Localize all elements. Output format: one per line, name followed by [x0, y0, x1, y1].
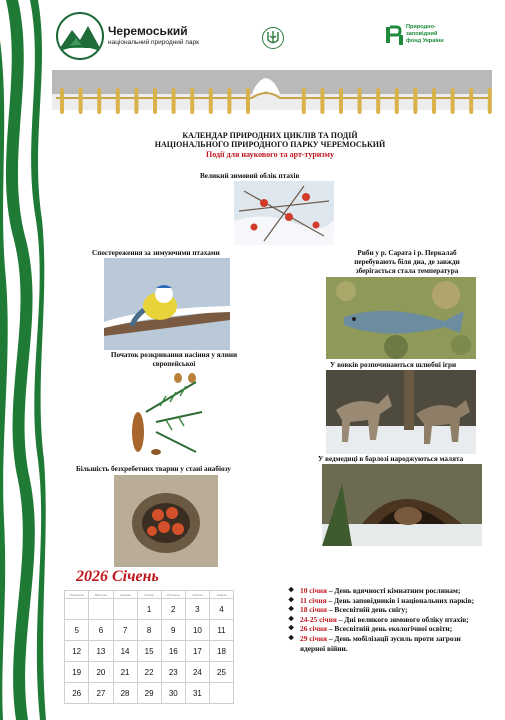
- photo-fish: [326, 277, 476, 359]
- trident-emblem-icon: [262, 26, 284, 50]
- calendar-day: 5: [65, 620, 89, 641]
- calendar-title: КАЛЕНДАР ПРИРОДНИХ ЦИКЛІВ ТА ПОДІЙ: [182, 131, 358, 140]
- caption-spruce: [94, 351, 254, 369]
- calendar-day: 24: [185, 662, 209, 683]
- caption-line: Початок розкривання насіння у ялини: [110, 351, 238, 359]
- calendar-binder: [52, 70, 492, 122]
- calendar-day: 29: [137, 683, 161, 704]
- binder-ring: [227, 88, 231, 114]
- binder-ring: [469, 88, 473, 114]
- caption-bird-census: Великий зимовий облік птахів: [200, 172, 300, 180]
- bullet-icon: ❖: [288, 595, 295, 604]
- weekday-header: Субота: [185, 591, 209, 599]
- binder-ring: [432, 88, 436, 114]
- weekday-header: Середа: [113, 591, 137, 599]
- fund-name-line: заповідний: [406, 31, 438, 37]
- calendar-day: 20: [89, 662, 113, 683]
- weekday-header: Вівторок: [89, 591, 113, 599]
- calendar-week: [65, 662, 234, 683]
- bullet-icon: ❖: [288, 633, 295, 642]
- photo-blue-tit: [104, 258, 230, 350]
- calendar-week: [65, 599, 234, 620]
- calendar-day: 11: [209, 620, 233, 641]
- caption-line: перебувають біля дна, де завжди: [354, 258, 460, 266]
- calendar-day: [89, 599, 113, 620]
- calendar-day: 7: [113, 620, 137, 641]
- events-list: [288, 586, 486, 653]
- decorative-stripes: [0, 0, 50, 720]
- calendar-day: 28: [113, 683, 137, 704]
- binder-ring: [320, 88, 324, 114]
- binder-ring: [172, 88, 176, 114]
- event-text: – Дні великого зимового обліку птахів;: [336, 614, 469, 624]
- event-date: 18 січня: [300, 605, 327, 615]
- calendar-day: 23: [161, 662, 185, 683]
- calendar-day: 18: [209, 641, 233, 662]
- calendar-day: [113, 599, 137, 620]
- bullet-icon: ❖: [288, 586, 295, 594]
- event-item: [288, 596, 486, 606]
- calendar-year: 2026: [76, 568, 108, 585]
- event-item: [288, 605, 486, 615]
- caption-wintering-birds: Спостереження за зимуючими птахами: [92, 249, 220, 257]
- event-text: – День мобілізації зусиль проти загрози ядерної війни.: [300, 633, 461, 653]
- binder-ring: [134, 88, 138, 114]
- calendar-day: 16: [161, 641, 185, 662]
- event-text: – Всесвітній день екологічної освіти;: [327, 624, 453, 634]
- photo-ladybirds: [114, 475, 218, 567]
- calendar-week: [65, 683, 234, 704]
- month-calendar-grid: [64, 590, 234, 704]
- calendar-day: 1: [137, 599, 161, 620]
- bullet-icon: ❖: [288, 614, 295, 623]
- calendar-day: 10: [185, 620, 209, 641]
- caption-line: Риби у р. Сарата і р. Перкалаб: [357, 249, 457, 257]
- binder-ring: [358, 88, 362, 114]
- binder-ring: [488, 88, 492, 114]
- calendar-day: [65, 599, 89, 620]
- event-item: [288, 624, 486, 634]
- weekday-header: П'ятниця: [161, 591, 185, 599]
- brand-title: Черемоський: [108, 24, 188, 38]
- binder-ring: [190, 88, 194, 114]
- event-item: [288, 615, 486, 625]
- binder-ring: [451, 88, 455, 114]
- calendar-day: 30: [161, 683, 185, 704]
- photo-bullfinches: [234, 181, 334, 245]
- fund-name-line: фонд України: [406, 38, 444, 44]
- caption-bear-cubs: У ведмедиці в барлозі народжуються малята: [318, 455, 464, 463]
- event-item: [288, 634, 486, 653]
- calendar-day: 12: [65, 641, 89, 662]
- weekday-header: Четвер: [137, 591, 161, 599]
- calendar-day: 26: [65, 683, 89, 704]
- fund-logo-icon: [386, 25, 404, 47]
- photo-bear-den: [322, 464, 482, 546]
- calendar-week: [65, 641, 234, 662]
- calendar-day: 21: [113, 662, 137, 683]
- bullet-icon: ❖: [288, 624, 295, 633]
- weekday-header: Понеділок: [65, 591, 89, 599]
- illustration-spruce-cones: [126, 372, 204, 460]
- calendar-day: 17: [185, 641, 209, 662]
- event-date: 26 січня: [300, 624, 327, 634]
- calendar-day: 3: [185, 599, 209, 620]
- event-date: 10 січня: [300, 586, 327, 595]
- binder-ring: [302, 88, 306, 114]
- event-item: [288, 586, 486, 596]
- calendar-day: 19: [65, 662, 89, 683]
- calendar-title-line2: НАЦІОНАЛЬНОГО ПРИРОДНОГО ПАРКУ ЧЕРЕМОСЬКИЙ: [154, 140, 386, 149]
- calendar-day: 2: [161, 599, 185, 620]
- binder-ring: [79, 88, 83, 114]
- calendar-day: [209, 683, 233, 704]
- binder-ring: [60, 88, 64, 114]
- calendar-day: 25: [209, 662, 233, 683]
- binder-ring: [116, 88, 120, 114]
- calendar-week: [65, 620, 234, 641]
- caption-line: європейської: [152, 360, 196, 368]
- binder-ring: [97, 88, 101, 114]
- calendar-day: 8: [137, 620, 161, 641]
- calendar-subtitle: Події для наукового та арт-туризму: [206, 150, 334, 159]
- calendar-day: 14: [113, 641, 137, 662]
- calendar-day: 9: [161, 620, 185, 641]
- event-date: 29 січня: [300, 633, 327, 643]
- fund-name: [406, 24, 444, 45]
- calendar-day: 13: [89, 641, 113, 662]
- caption-invertebrates: Більшість безхребетних тварин у стані анабіозу: [76, 465, 231, 473]
- calendar-day: 27: [89, 683, 113, 704]
- binder-ring: [376, 88, 380, 114]
- fund-name-line: Природно-: [406, 24, 436, 30]
- weekday-header: Неділя: [209, 591, 233, 599]
- calendar-day: 4: [209, 599, 233, 620]
- calendar-month: Січень: [112, 568, 159, 585]
- brand-subtitle: національний природний парк: [108, 39, 199, 46]
- caption-line: зберігається стала температура: [355, 267, 459, 275]
- binder-ring: [339, 88, 343, 114]
- event-date: 11 січня: [300, 595, 327, 605]
- binder-ring: [153, 88, 157, 114]
- calendar-day: 22: [137, 662, 161, 683]
- binder-ring: [395, 88, 399, 114]
- calendar-day: 15: [137, 641, 161, 662]
- event-date: 24-25 січня: [300, 614, 337, 624]
- calendar-month-title: [76, 568, 159, 586]
- caption-wolves: У вовків розпочинаються шлюбні ігри: [330, 361, 457, 369]
- park-logo: [56, 12, 104, 60]
- binder-ring: [209, 88, 213, 114]
- calendar-day: 31: [185, 683, 209, 704]
- bullet-icon: ❖: [288, 605, 295, 614]
- event-text: – Всесвітній день снігу;: [327, 605, 408, 615]
- photo-wolves: [326, 370, 476, 454]
- event-text: – День заповідників і національних парків;: [326, 595, 475, 605]
- binder-ring: [413, 88, 417, 114]
- caption-fish: [332, 249, 482, 276]
- binder-ring: [246, 88, 250, 114]
- calendar-day: 6: [89, 620, 113, 641]
- event-text: – День вдячності кімнатним рослинам;: [327, 586, 461, 595]
